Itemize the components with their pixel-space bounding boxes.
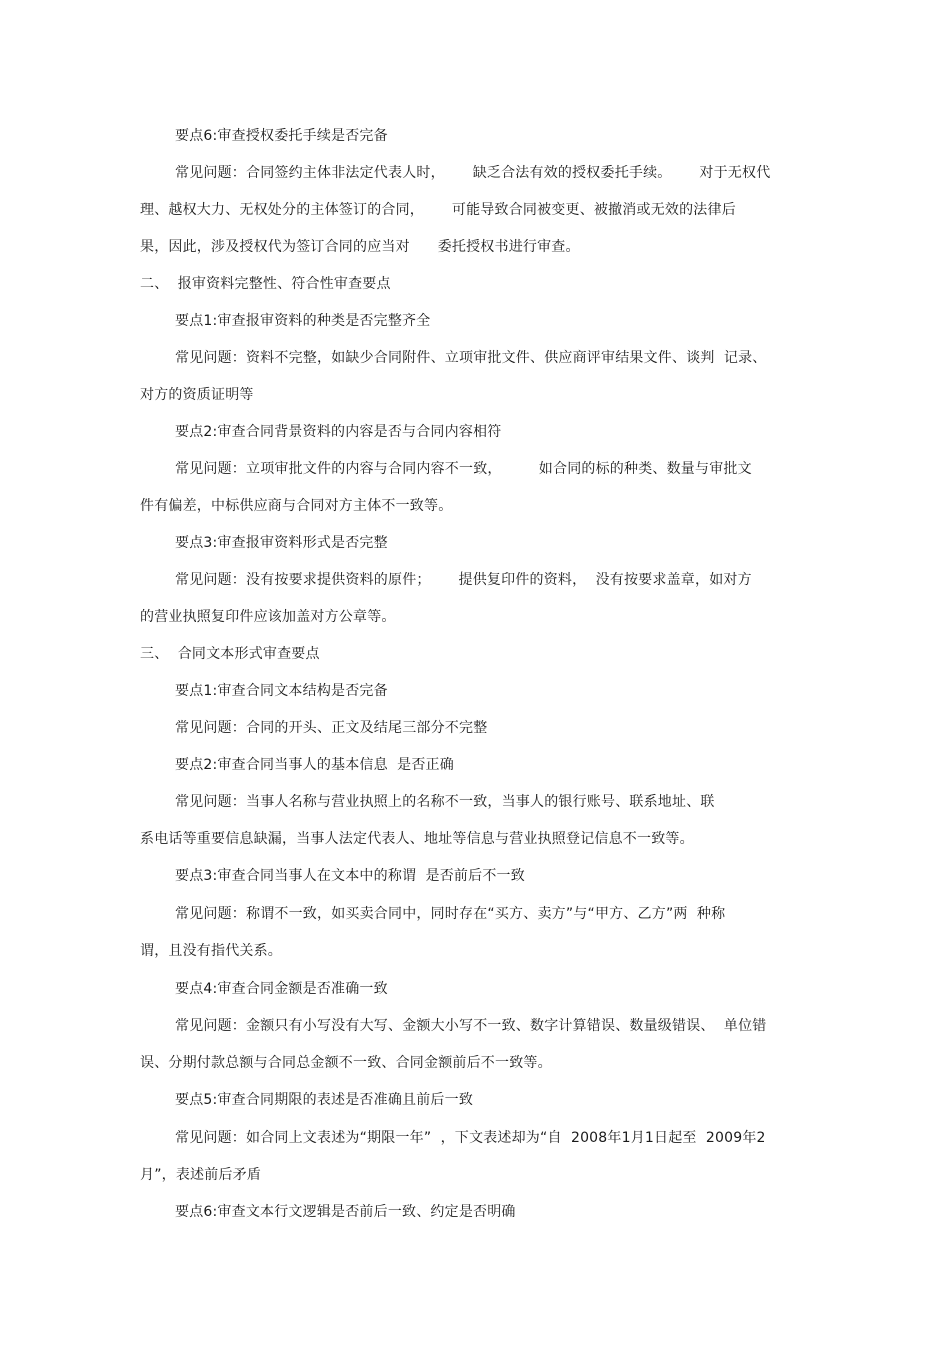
paragraph-line: 常见问题：如合同上文表述为“期限一年” ，下文表述却为“自 2008年1月1日起至 2009年2	[175, 1130, 766, 1146]
paragraph-line: 果，因此，涉及授权代为签订合同的应当对 委托授权书进行审查。	[140, 239, 580, 255]
paragraph-line: 常见问题：合同签约主体非法定代表人时， 缺乏合法有效的授权委托手续。 对于无权代	[175, 165, 771, 181]
paragraph-line: 常见问题：合同的开头、正文及结尾三部分不完整	[175, 720, 488, 736]
point-4-heading: 要点4:审查合同金额是否准确一致	[175, 981, 388, 997]
point-2-heading: 要点2:审查合同当事人的基本信息 是否正确	[175, 757, 454, 773]
paragraph-line: 理、越权大力、无权处分的主体签订的合同， 可能导致合同被变更、被撤消或无效的法律后	[140, 202, 736, 218]
paragraph-line: 谓，且没有指代关系。	[140, 943, 282, 959]
point-3-heading: 要点3:审查报审资料形式是否完整	[175, 535, 388, 551]
point-3-heading: 要点3:审查合同当事人在文本中的称谓 是否前后不一致	[175, 868, 525, 884]
paragraph-line: 常见问题：当事人名称与营业执照上的名称不一致，当事人的银行账号、联系地址、联	[175, 794, 715, 810]
paragraph-line: 月”，表述前后矛盾	[140, 1167, 262, 1183]
paragraph-line: 常见问题：资料不完整，如缺少合同附件、立项审批文件、供应商评审结果文件、谈判 记录、	[175, 350, 767, 366]
section-2-heading: 二、 报审资料完整性、符合性审查要点	[140, 276, 391, 292]
paragraph-line: 常见问题：称谓不一致，如买卖合同中，同时存在“买方、卖方”与“甲方、乙方”两 种称	[175, 906, 726, 922]
paragraph-line: 常见问题：金额只有小写没有大写、金额大小写不一致、数字计算错误、数量级错误、 单位错	[175, 1018, 767, 1034]
point-6-authorization-heading: 要点6:审查授权委托手续是否完备	[175, 128, 388, 144]
paragraph-line: 对方的资质证明等	[140, 387, 254, 403]
point-1-heading: 要点1:审查报审资料的种类是否完整齐全	[175, 313, 431, 329]
section-3-heading: 三、 合同文本形式审查要点	[140, 646, 320, 662]
paragraph-line: 系电话等重要信息缺漏，当事人法定代表人、地址等信息与营业执照登记信息不一致等。	[140, 831, 694, 847]
paragraph-line: 件有偏差，中标供应商与合同对方主体不一致等。	[140, 498, 453, 514]
paragraph-line: 的营业执照复印件应该加盖对方公章等。	[140, 609, 396, 625]
paragraph-line: 常见问题：没有按要求提供资料的原件； 提供复印件的资料， 没有按要求盖章，如对方	[175, 572, 752, 588]
point-2-heading: 要点2:审查合同背景资料的内容是否与合同内容相符	[175, 424, 502, 440]
point-1-heading: 要点1:审查合同文本结构是否完备	[175, 683, 388, 699]
paragraph-line: 常见问题：立项审批文件的内容与合同内容不一致， 如合同的标的种类、数量与审批文	[175, 461, 752, 477]
paragraph-line: 误、分期付款总额与合同总金额不一致、合同金额前后不一致等。	[140, 1055, 552, 1071]
point-5-heading: 要点5:审查合同期限的表述是否准确且前后一致	[175, 1092, 474, 1108]
point-6-heading: 要点6:审查文本行文逻辑是否前后一致、约定是否明确	[175, 1204, 516, 1220]
